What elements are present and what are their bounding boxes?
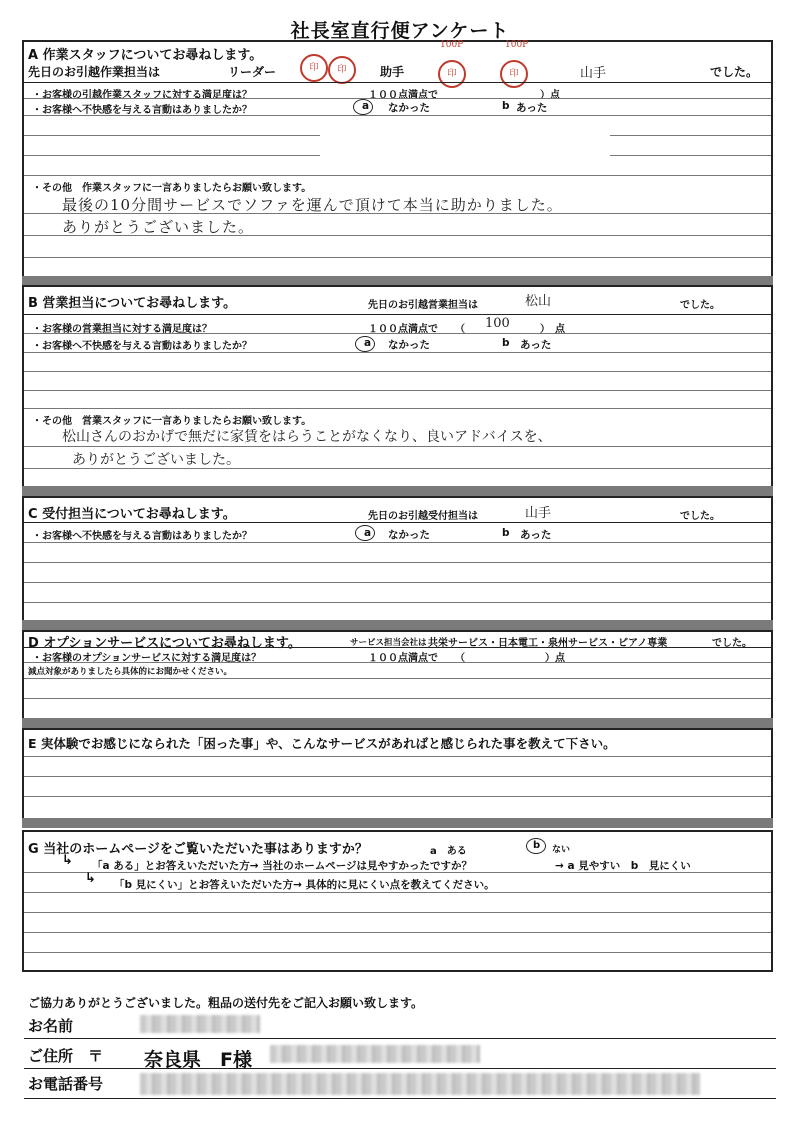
e-answer-line-3 (24, 796, 771, 797)
a-comment-rule-2 (24, 235, 771, 236)
c-handwritten-name: 山手 (525, 506, 552, 521)
b-other-label: ・その他 営業スタッフに一言ありましたらお願い致します。 (32, 416, 312, 427)
section-b-rule-2 (24, 333, 771, 334)
g-answer-line-2 (24, 912, 771, 913)
name-label: お名前 (28, 1017, 74, 1035)
a-discomfort-question: ・お客様へ不快感を与える言動はありましたか？ (32, 105, 252, 116)
b-score-scale: １００点満点で (368, 324, 438, 335)
b-staff-suffix: でした。 (680, 300, 720, 311)
phone-blur (140, 1073, 700, 1095)
b-satisfaction-question: ・お客様の営業担当に対する満足度は？ (32, 324, 212, 335)
a-satisfaction-question: ・お客様の引越作業スタッフに対する満足度は？ (32, 90, 252, 101)
g-option-b-letter[interactable]: b (533, 840, 541, 851)
followup-b-arrow-icon: ↳ (85, 871, 96, 886)
assistant-stamp-1: 印 (438, 60, 466, 88)
leader-label: リーダー (228, 65, 277, 79)
a-comment-line-1: 最後の10分間サービスでソファを運んで頂けて本当に助かりました。 (62, 196, 563, 214)
a-answer-line-4 (24, 175, 771, 176)
a-comment-rule-1 (24, 213, 771, 214)
b-answer-line-2 (24, 371, 771, 372)
c-staff-suffix: でした。 (680, 511, 720, 522)
d-satisfaction-question: ・お客様のオプションサービスに対する満足度は？ (32, 653, 262, 664)
section-d-rule-2 (24, 662, 771, 663)
stamp-score-1: 100P (440, 40, 464, 50)
d-score-scale: １００点満点で (368, 653, 438, 664)
b-handwritten-score: 100 (485, 316, 510, 331)
section-d-band (22, 718, 773, 728)
phone-label: お電話番号 (28, 1075, 104, 1093)
c-discomfort-question: ・お客様へ不快感を与える言動はありましたか？ (32, 531, 252, 542)
address-line (24, 1068, 776, 1069)
g-followup-a: 「a ある」とお答えいただいた方→ 当社のホームページは見やすかったですか？ (92, 860, 472, 872)
g-rule-1 (24, 872, 771, 873)
g-option-b[interactable]: ない (552, 845, 571, 855)
b-answer-line-3 (24, 390, 771, 391)
c-answer-line-4 (24, 602, 771, 603)
a-option-b-letter[interactable]: b (502, 100, 510, 112)
d-companies: 共栄サービス・日本電工・泉州サービス・ピアノ専業 (428, 638, 668, 649)
d-note: 減点対象がありましたら具体的にお聞かせください。 (28, 667, 233, 677)
staff-suffix: でした。 (710, 65, 759, 79)
section-d-rule-1 (24, 647, 771, 648)
assistant-handwritten: 山手 (580, 66, 607, 81)
c-option-a[interactable]: なかった (388, 529, 430, 541)
b-comment-rule-1 (24, 446, 771, 447)
section-b-rule-1 (24, 314, 771, 315)
staff-prefix: 先日のお引越作業担当は (28, 65, 161, 79)
c-staff-prefix: 先日のお引越受付担当は (368, 511, 478, 522)
g-followup-b: 「b 見にくい」とお答えいただいた方→ 具体的に見にくい点を教えてください。 (114, 879, 495, 891)
c-option-b-letter[interactable]: b (502, 527, 510, 539)
followup-a-arrow-icon: ↳ (62, 853, 73, 868)
b-comment-line-1: 松山さんのおかげで無だに家賃をはらうことがなくなり、良いアドバイスを、 (62, 429, 552, 445)
c-answer-line-2 (24, 562, 771, 563)
name-blur (140, 1015, 260, 1033)
section-c-heading: C 受付担当についてお尋ねします。 (28, 507, 236, 522)
c-option-a-letter[interactable]: a (364, 527, 372, 539)
c-answer-line-3 (24, 582, 771, 583)
customer-name: 奈良県 F様 (140, 1045, 256, 1072)
g-followup-a-answers[interactable]: → a 見やすい b 見にくい (555, 860, 691, 872)
a-other-label: ・その他 作業スタッフに一言ありましたらお願い致します。 (32, 183, 312, 194)
e-answer-line-1 (24, 756, 771, 757)
a-option-a[interactable]: なかった (388, 102, 430, 114)
address-label: ご住所 〒 (28, 1047, 104, 1065)
c-answer-line-1 (24, 542, 771, 543)
section-e-band (22, 818, 773, 828)
b-discomfort-question: ・お客様へ不快感を与える言動はありましたか？ (32, 341, 252, 352)
g-option-a[interactable]: a ある (430, 846, 467, 857)
section-g-heading: G 当社のホームページをご覧いただいた事はありますか？ (28, 842, 368, 857)
leader-stamp: 印 (300, 54, 328, 82)
g-answer-line-4 (24, 952, 771, 953)
section-d-heading: D オプションサービスについてお尋ねします。 (28, 636, 301, 651)
leader-stamp-2: 印 (328, 56, 356, 84)
name-line (24, 1038, 776, 1039)
d-company-label: サービス担当会社は (350, 638, 427, 648)
footer-thanks: ご協力ありがとうございました。粗品の送付先をご記入お願い致します。 (28, 996, 424, 1010)
survey-title: 社長室直行便アンケート (290, 20, 510, 42)
b-comment-rule-2 (24, 468, 771, 469)
b-comment-line-2: ありがとうございました。 (72, 452, 240, 468)
d-score-close: ）点 (545, 653, 565, 664)
section-a-rule-2 (24, 98, 771, 99)
section-b-heading: B 営業担当についてお尋ねします。 (28, 296, 237, 311)
a-score-scale: １００点満点で (368, 90, 438, 101)
d-answer-line-1 (24, 678, 771, 679)
g-answer-line-3 (24, 932, 771, 933)
a-option-b[interactable]: あった (516, 102, 548, 114)
d-answer-line-2 (24, 698, 771, 699)
a-score-close: ）点 (540, 90, 560, 101)
b-option-b-letter[interactable]: b (502, 337, 510, 349)
a-option-a-letter[interactable]: a (362, 100, 370, 112)
b-option-a-letter[interactable]: a (364, 337, 372, 349)
b-answer-line-1 (24, 352, 771, 353)
section-c-band (22, 620, 773, 630)
d-score-open: （ (455, 653, 465, 664)
section-c-rule-1 (24, 522, 771, 523)
section-a-rule-1 (24, 82, 771, 83)
section-b-band (22, 486, 773, 496)
c-option-b[interactable]: あった (520, 529, 552, 541)
b-option-a[interactable]: なかった (388, 339, 430, 351)
address-blur (270, 1045, 480, 1063)
stamp-score-2: 100P (505, 40, 529, 50)
a-comment-line-2: ありがとうございました。 (62, 218, 255, 236)
phone-line (24, 1098, 776, 1099)
b-score-open: （ (455, 324, 465, 335)
d-suffix: でした。 (712, 638, 752, 649)
g-answer-line-1 (24, 892, 771, 893)
b-score-close: ） 点 (540, 324, 565, 335)
b-staff-prefix: 先日のお引越営業担当は (368, 300, 478, 311)
b-handwritten-name: 松山 (525, 294, 552, 309)
section-a-heading: A 作業スタッフについてお尋ねします。 (28, 48, 263, 63)
e-answer-line-2 (24, 776, 771, 777)
b-option-b[interactable]: あった (520, 339, 552, 351)
assistant-stamp-2: 印 (500, 60, 528, 88)
b-answer-line-4 (24, 408, 771, 409)
assistant-label: 助手 (380, 65, 405, 79)
section-e-heading: E 実体験でお感じになられた「困った事」や、こんなサービスがあればと感じられた事を教えて下さい。 (28, 736, 616, 751)
a-comment-rule-3 (24, 257, 771, 258)
redacted-area (320, 116, 610, 156)
